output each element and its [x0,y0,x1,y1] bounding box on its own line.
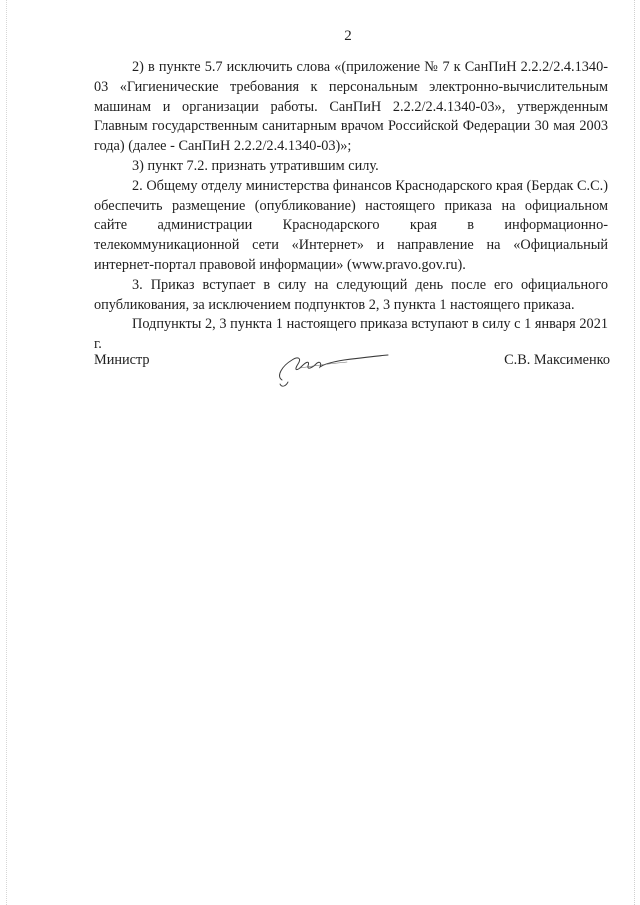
signature-block [94,352,610,402]
scan-edge-right [634,0,635,905]
page-number: 2 [344,28,352,44]
paragraph-item-3: 3. Приказ вступает в силу на следующий день после его официального опубликования, за исключением подпунктов 2, 3 пункта 1 настоящего приказа. [94,276,608,313]
paragraph-subpoint-3: 3) пункт 7.2. признать утратившим силу. [132,157,379,174]
handwritten-signature [252,342,392,392]
paragraph-effective-date: Подпункты 2, 3 пункта 1 настоящего приказа вступают в силу с 1 января 2021 г. [94,316,608,353]
paragraph-item-2: 2. Общему отделу министерства финансов Краснодарского края (Бердак С.С.) обеспечить размещение (опубликование) настоящего приказа на официальном сайте администрации Краснодарского края в информационно-телекоммуникационной сети «Интернет» и направление на «Официальный интернет-портал правовой информации» (www.pravo.gov.ru). [94,177,608,273]
scan-edge-left [6,0,7,905]
document-body [94,58,608,355]
signatory-title: Министр [94,352,150,368]
signatory-name: С.В. Максименко [504,352,610,368]
paragraph-subpoint-2: 2) в пункте 5.7 исключить слова «(приложение № 7 к СанПиН 2.2.2/2.4.1340-03 «Гигиенические требования к персональным электронно-вычислительным машинам и организации работы. СанПиН 2.2.2/2.4.1340-03», утвержденным Главным государственным санитарным врачом Российской Федерации 30 мая 2003 года) (далее - СанПиН 2.2.2/2.4.1340-03)»; [94,59,608,155]
